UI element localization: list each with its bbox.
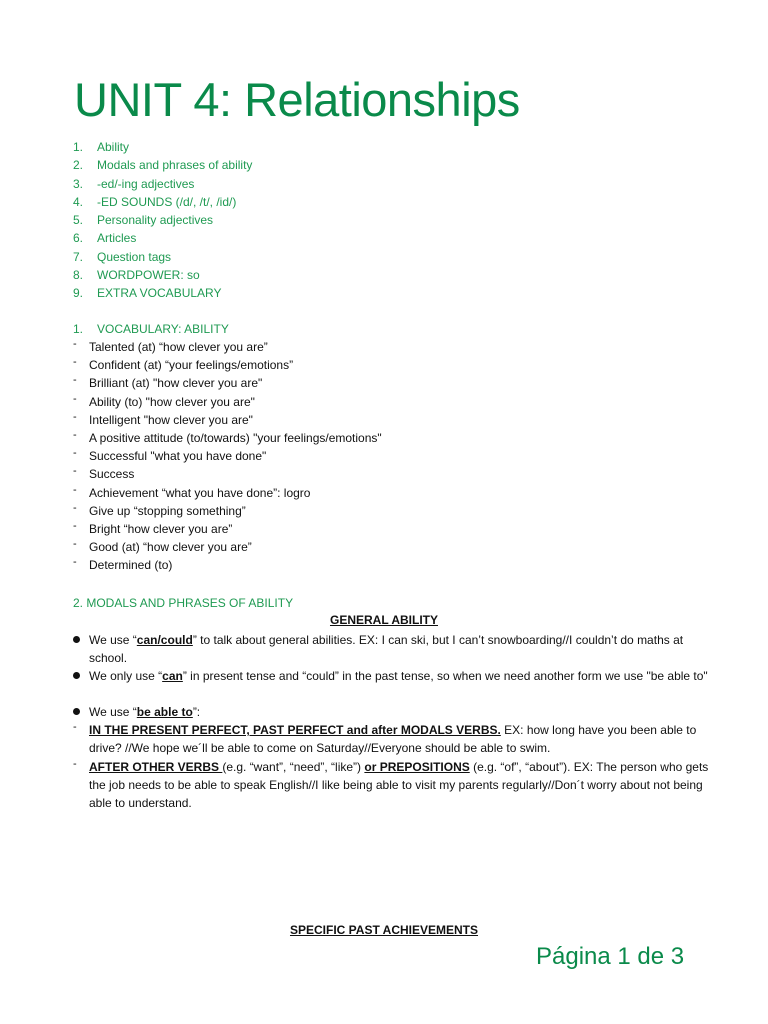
text-run: We only use “ bbox=[89, 669, 163, 683]
dash-marker: - bbox=[73, 501, 77, 514]
list-item bbox=[73, 429, 382, 447]
vocab-text: Ability (to) "how clever you are" bbox=[89, 394, 255, 409]
bullet-dot bbox=[73, 672, 80, 679]
dash-marker: - bbox=[73, 483, 77, 496]
bullet-text bbox=[73, 631, 713, 667]
vocab-text: Bright “how clever you are” bbox=[89, 521, 233, 536]
page-number: Página 1 de 3 bbox=[536, 943, 685, 970]
page-title: UNIT 4: Relationships bbox=[74, 73, 520, 126]
dash-marker: - bbox=[73, 447, 77, 460]
list-item bbox=[73, 465, 382, 483]
emphasis-text: IN THE PRESENT PERFECT, PAST PERFECT and after MODALS VERBS. bbox=[89, 723, 501, 737]
dash-marker: - bbox=[73, 758, 77, 770]
toc-item bbox=[73, 266, 252, 284]
bullet-text bbox=[73, 703, 713, 721]
toc-number: 9. bbox=[73, 286, 84, 301]
toc-number: 3. bbox=[73, 176, 84, 191]
vocab-text: A positive attitude (to/towards) "your feelings/emotions" bbox=[89, 430, 382, 445]
dash-marker: - bbox=[73, 519, 77, 532]
toc-item bbox=[73, 156, 252, 174]
toc-label: -ED SOUNDS (/d/, /t/, /id/) bbox=[97, 194, 237, 209]
toc-number: 4. bbox=[73, 194, 84, 209]
list-item bbox=[73, 447, 382, 465]
toc-label: Ability bbox=[97, 140, 130, 154]
emphasis-text: be able to bbox=[136, 705, 193, 719]
toc-label: Articles bbox=[97, 231, 137, 246]
vocab-text: Achievement “what you have done”: logro bbox=[89, 485, 311, 500]
toc-item bbox=[73, 248, 252, 266]
list-item bbox=[73, 356, 382, 374]
list-item bbox=[73, 393, 382, 411]
dash-marker: - bbox=[73, 338, 77, 350]
toc-number: 8. bbox=[73, 268, 84, 283]
list-item bbox=[73, 538, 382, 556]
general-ability-heading: GENERAL ABILITY bbox=[329, 613, 438, 627]
list-item bbox=[73, 411, 382, 429]
toc-number: 7. bbox=[73, 249, 84, 264]
dash-marker: - bbox=[73, 374, 77, 387]
text-run: ” to talk about general abilities. EX: I can ski, but I can’t snowboarding//I couldn’t do maths at school. bbox=[89, 633, 684, 665]
dash-text bbox=[73, 758, 713, 812]
toc-item bbox=[73, 175, 252, 193]
text-run: ”: bbox=[192, 705, 201, 719]
toc-label: Personality adjectives bbox=[97, 213, 214, 228]
toc-number: 2. bbox=[73, 158, 84, 173]
dash-marker: - bbox=[73, 721, 77, 733]
dash-marker: - bbox=[73, 428, 77, 441]
vocabulary-list bbox=[73, 338, 382, 574]
dash-marker: - bbox=[73, 465, 77, 478]
toc-number: 5. bbox=[73, 213, 84, 228]
dash-marker: - bbox=[73, 356, 77, 369]
toc-item bbox=[73, 138, 252, 156]
list-item bbox=[73, 338, 382, 356]
list-item bbox=[73, 520, 382, 538]
toc-item bbox=[73, 193, 252, 211]
toc-item bbox=[73, 284, 252, 302]
text-run: EX: how long have you been able to drive? //We hope we´ll be able to come on Saturday//Everyone should be able to swim. bbox=[89, 723, 697, 755]
toc-label: WORDPOWER: so bbox=[97, 268, 200, 283]
toc-item bbox=[73, 211, 252, 229]
toc-label: -ed/-ing adjectives bbox=[97, 176, 195, 191]
bullet-be-able-to bbox=[73, 703, 713, 721]
text-run: (e.g. “of”, “about”). EX: The person who gets the job needs to be able to speak English//I like being able to visit my parents regularly//Don´t worry about not being able to understand. bbox=[89, 760, 709, 810]
specific-achievements-heading: SPECIFIC PAST ACHIEVEMENTS bbox=[289, 923, 479, 937]
emphasis-text: AFTER OTHER VERBS bbox=[89, 760, 223, 774]
dash-present-perfect bbox=[73, 721, 713, 757]
text-run: (e.g. “want”, “need”, “like”) bbox=[222, 760, 365, 774]
vocab-text: Give up “stopping something” bbox=[89, 503, 246, 518]
vocab-text: Success bbox=[89, 467, 135, 482]
dash-marker: - bbox=[73, 392, 77, 405]
vocab-text: Brilliant (at) "how clever you are" bbox=[89, 376, 263, 391]
text-run: ” in present tense and “could” in the past tense, so when we need another form we use "be able to" bbox=[182, 669, 708, 683]
list-item bbox=[73, 374, 382, 392]
toc-number: 1. bbox=[73, 140, 84, 154]
vocabulary-heading bbox=[73, 320, 229, 338]
vocab-text: Good (at) “how clever you are” bbox=[89, 540, 252, 555]
table-of-contents bbox=[73, 138, 252, 303]
emphasis-text: can/could bbox=[136, 633, 193, 647]
emphasis-text: can bbox=[162, 669, 183, 683]
toc-label: EXTRA VOCABULARY bbox=[97, 286, 222, 301]
list-item bbox=[73, 484, 382, 502]
vocabulary-heading-number: 1. bbox=[73, 322, 84, 336]
list-item bbox=[73, 502, 382, 520]
text-run: We use “ bbox=[89, 705, 137, 719]
vocab-text: Intelligent "how clever you are" bbox=[89, 412, 253, 427]
bullet-dot bbox=[73, 636, 80, 643]
toc-number: 6. bbox=[73, 231, 84, 246]
dash-text bbox=[73, 721, 713, 757]
vocab-text: Confident (at) “your feelings/emotions” bbox=[89, 358, 294, 373]
emphasis-text: or PREPOSITIONS bbox=[364, 760, 470, 774]
section-2-heading: 2. MODALS AND PHRASES OF ABILITY bbox=[73, 596, 294, 610]
list-item bbox=[73, 556, 382, 574]
toc-label: Question tags bbox=[97, 249, 172, 264]
dash-marker: - bbox=[73, 538, 77, 551]
text-run: We use “ bbox=[89, 633, 137, 647]
vocab-text: Successful "what you have done" bbox=[89, 449, 267, 464]
dash-other-verbs bbox=[73, 758, 713, 812]
toc-label: Modals and phrases of ability bbox=[97, 158, 253, 173]
dash-marker: - bbox=[73, 410, 77, 423]
vocab-text: Talented (at) “how clever you are” bbox=[89, 340, 268, 354]
bullet-text bbox=[73, 667, 713, 685]
dash-marker: - bbox=[73, 556, 77, 569]
bullet-dot bbox=[73, 708, 80, 715]
toc-item bbox=[73, 229, 252, 247]
bullet-can bbox=[73, 667, 713, 685]
bullet-can-could bbox=[73, 631, 713, 667]
vocab-text: Determined (to) bbox=[89, 558, 173, 573]
vocabulary-heading-label: VOCABULARY: ABILITY bbox=[97, 322, 229, 336]
